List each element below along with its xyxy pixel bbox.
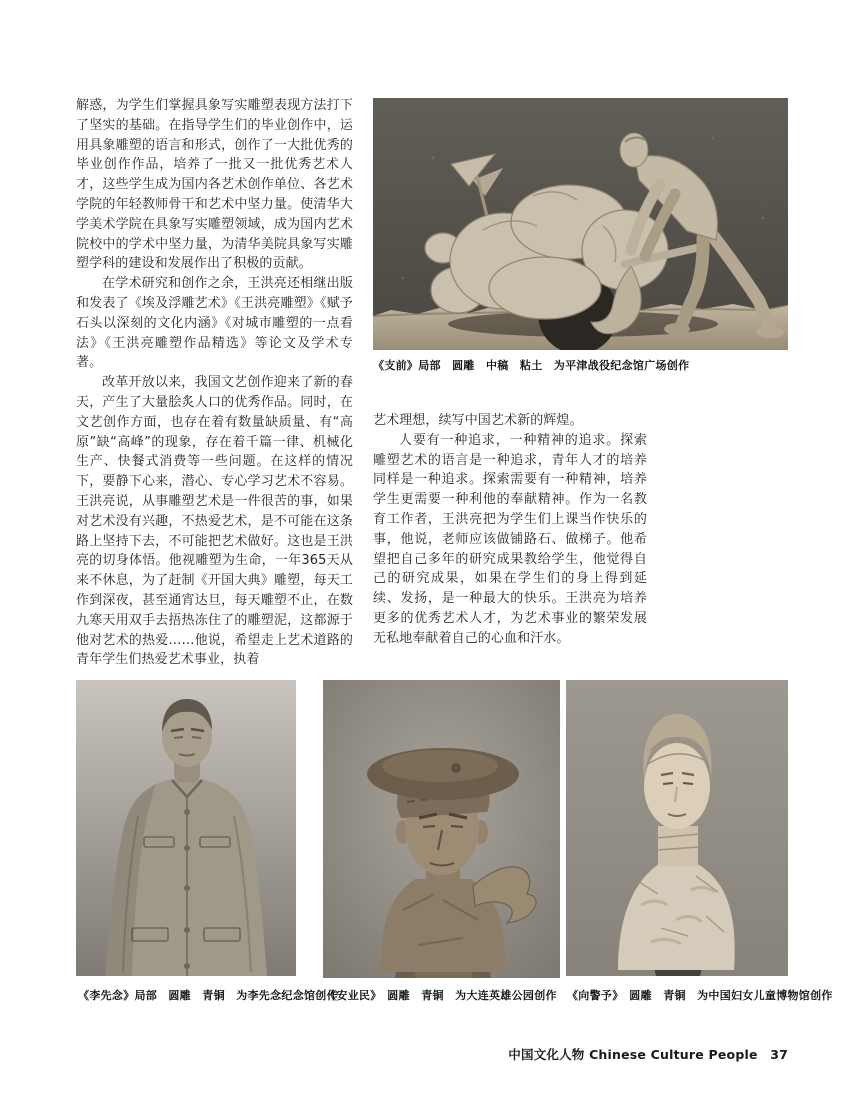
photo-xiangjingyu-bust	[566, 680, 788, 976]
paragraph: 解惑，为学生们掌握具象写实雕塑表现方法打下了坚实的基础。在指导学生们的毕业创作中，运用具象雕塑的语言和形式，创作了一大批优秀的毕业创作作品，培养了一批又一批优秀艺术人才，这些学生成为国内各艺术创作单位、各艺术学院的年轻教师骨干和艺术中坚力量。使清华大学美术学院在具象写实雕塑领域，成为国内艺术院校中的学术中坚力量，为清华美院具象写实雕塑学科的建设和发展作出了积极的贡献。	[76, 98, 353, 272]
page-number: 37	[770, 1047, 788, 1062]
page-footer	[508, 1045, 788, 1063]
photo-zhiqian-clay-sculpture	[373, 98, 788, 350]
paragraph: 艺术理想，续写中国艺术新的辉煌。	[373, 413, 583, 428]
caption-anyemin: 《安业民》 圆雕 青铜 为大连英雄公园创作	[325, 989, 557, 1002]
paragraph: 人要有一种追求，一种精神的追求。探索雕塑艺术的语言是一种追求，青年人才的培养同样是一种追求。探索需要有一种精神，培养学生更需要一种利他的奉献精神。作为一名教育工作者，王洪亮把为学生们上课当作快乐的事，他说，老师应该做铺路石、做梯子。他希望把自己多年的研究成果教给学生，他觉得自己的研究成果，如果在学生们的身上得到延续、发扬，是一种最大的快乐。王洪亮为培养更多的优秀艺术人才，为艺术事业的繁荣发展无私地奉献着自己的心血和汗水。	[373, 432, 647, 646]
caption-lixiannian: 《李先念》局部 圆雕 青铜 为李先念纪念馆创作	[78, 989, 338, 1002]
zhiqian-sculpture-illustration	[373, 98, 788, 350]
lixiannian-illustration	[76, 680, 296, 976]
footer-title-en: Chinese Culture People	[589, 1047, 758, 1062]
caption-zhiqian: 《支前》局部 圆雕 中稿 粘土 为平津战役纪念馆广场创作	[373, 359, 690, 372]
photo-lixiannian-bust	[76, 680, 296, 976]
paragraph: 在学术研究和创作之余，王洪亮还相继出版和发表了《埃及浮雕艺术》《王洪亮雕塑》《赋予石头以深刻的文化内涵》《对城市雕塑的一点看法》《王洪亮雕塑作品精选》等论文及学术专著。	[76, 276, 353, 371]
footer-title-zh: 中国文化人物	[508, 1047, 585, 1062]
anyemin-illustration	[323, 680, 560, 978]
xiangjingyu-illustration	[566, 680, 788, 976]
left-text-column	[76, 96, 353, 670]
caption-xiangjingyu: 《向警予》 圆雕 青铜 为中国妇女儿童博物馆创作	[567, 989, 833, 1002]
photo-anyemin-bust	[323, 680, 560, 978]
right-text-column	[373, 411, 647, 649]
paragraph: 改革开放以来，我国文艺创作迎来了新的春天，产生了大量脍炙人口的优秀作品。同时，在文艺创作方面，也存在着有数量缺质量、有“高原”缺“高峰”的现象，存在着千篇一律、机械化生产、快餐式消费等一些问题。在这样的情况下，要静下心来，潜心、专心学习艺术不容易。王洪亮说，从事雕塑艺术是一件很苦的事，如果对艺术没有兴趣，不热爱艺术，是不可能在这条路上坚持下去，不可能把艺术做好。这也是王洪亮的切身体悟。他视雕塑为生命，一年365天从来不休息，为了赶制《开国大典》雕塑，每天工作到深夜，甚至通宵达旦，每天雕塑不止，在数九寒天用双手去捂热冻住了的雕塑泥，这都源于他对艺术的热爱……他说，希望走上艺术道路的青年学生们热爱艺术事业，执着	[76, 375, 353, 668]
